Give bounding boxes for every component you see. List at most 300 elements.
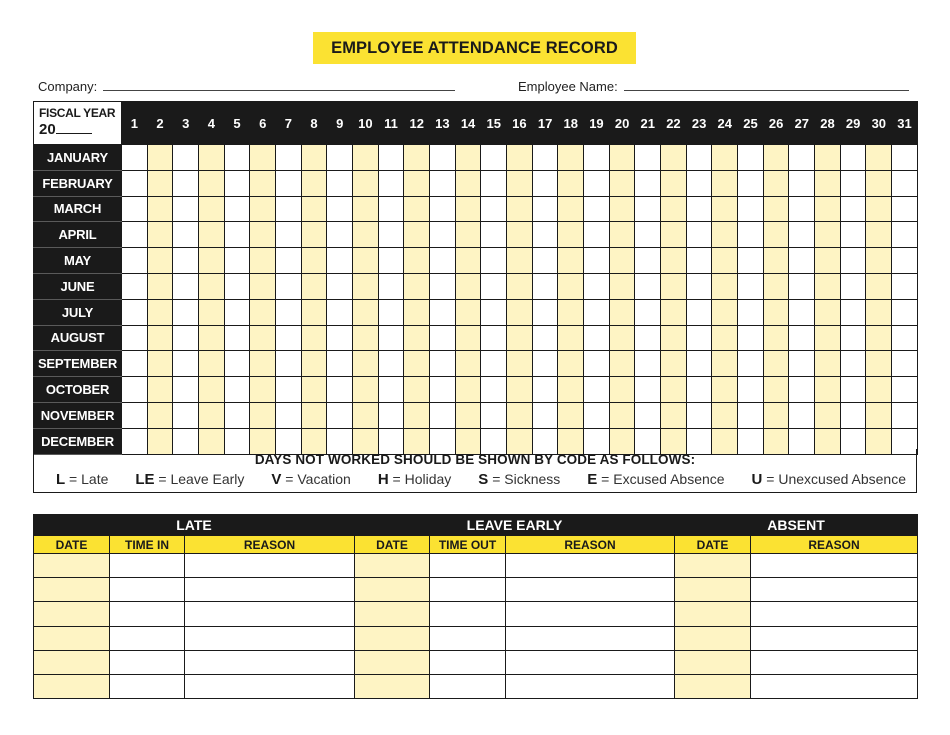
day-cell[interactable]	[866, 248, 892, 274]
day-cell[interactable]	[199, 170, 225, 196]
day-cell[interactable]	[199, 145, 225, 171]
day-cell[interactable]	[301, 299, 327, 325]
day-cell[interactable]	[686, 273, 712, 299]
day-cell[interactable]	[481, 402, 507, 428]
day-cell[interactable]	[815, 402, 841, 428]
fiscal-year-value[interactable]: 20	[39, 120, 121, 138]
day-cell[interactable]	[327, 170, 353, 196]
log-cell[interactable]	[355, 602, 430, 626]
day-cell[interactable]	[712, 402, 738, 428]
day-cell[interactable]	[532, 377, 558, 403]
day-cell[interactable]	[404, 248, 430, 274]
day-cell[interactable]	[404, 377, 430, 403]
day-cell[interactable]	[455, 402, 481, 428]
day-cell[interactable]	[609, 170, 635, 196]
day-cell[interactable]	[122, 377, 148, 403]
day-cell[interactable]	[763, 248, 789, 274]
day-cell[interactable]	[712, 351, 738, 377]
day-cell[interactable]	[892, 377, 918, 403]
day-cell[interactable]	[301, 145, 327, 171]
day-cell[interactable]	[738, 325, 764, 351]
log-cell[interactable]	[675, 554, 751, 578]
day-cell[interactable]	[147, 222, 173, 248]
day-cell[interactable]	[455, 222, 481, 248]
employee-name-input-line[interactable]	[624, 77, 909, 91]
day-cell[interactable]	[224, 196, 250, 222]
day-cell[interactable]	[430, 145, 456, 171]
day-cell[interactable]	[815, 222, 841, 248]
day-cell[interactable]	[122, 299, 148, 325]
day-cell[interactable]	[584, 377, 610, 403]
day-cell[interactable]	[404, 273, 430, 299]
log-cell[interactable]	[430, 578, 506, 602]
log-cell[interactable]	[110, 674, 185, 698]
log-cell[interactable]	[110, 650, 185, 674]
day-cell[interactable]	[815, 351, 841, 377]
day-cell[interactable]	[892, 196, 918, 222]
day-cell[interactable]	[892, 299, 918, 325]
day-cell[interactable]	[173, 299, 199, 325]
day-cell[interactable]	[840, 377, 866, 403]
day-cell[interactable]	[455, 145, 481, 171]
day-cell[interactable]	[199, 402, 225, 428]
day-cell[interactable]	[789, 145, 815, 171]
day-cell[interactable]	[584, 299, 610, 325]
day-cell[interactable]	[558, 248, 584, 274]
day-cell[interactable]	[789, 325, 815, 351]
day-cell[interactable]	[840, 402, 866, 428]
day-cell[interactable]	[866, 299, 892, 325]
day-cell[interactable]	[147, 325, 173, 351]
day-cell[interactable]	[532, 325, 558, 351]
day-cell[interactable]	[815, 170, 841, 196]
day-cell[interactable]	[224, 299, 250, 325]
day-cell[interactable]	[147, 299, 173, 325]
day-cell[interactable]	[789, 248, 815, 274]
day-cell[interactable]	[224, 273, 250, 299]
day-cell[interactable]	[532, 273, 558, 299]
day-cell[interactable]	[404, 299, 430, 325]
day-cell[interactable]	[892, 170, 918, 196]
day-cell[interactable]	[609, 273, 635, 299]
log-cell[interactable]	[506, 626, 675, 650]
day-cell[interactable]	[404, 145, 430, 171]
day-cell[interactable]	[635, 273, 661, 299]
day-cell[interactable]	[558, 196, 584, 222]
day-cell[interactable]	[866, 377, 892, 403]
day-cell[interactable]	[738, 170, 764, 196]
day-cell[interactable]	[763, 377, 789, 403]
log-cell[interactable]	[506, 650, 675, 674]
day-cell[interactable]	[250, 377, 276, 403]
day-cell[interactable]	[353, 351, 379, 377]
day-cell[interactable]	[763, 145, 789, 171]
day-cell[interactable]	[584, 248, 610, 274]
day-cell[interactable]	[558, 299, 584, 325]
day-cell[interactable]	[455, 325, 481, 351]
day-cell[interactable]	[147, 377, 173, 403]
day-cell[interactable]	[712, 299, 738, 325]
day-cell[interactable]	[635, 145, 661, 171]
day-cell[interactable]	[404, 170, 430, 196]
log-cell[interactable]	[34, 626, 110, 650]
day-cell[interactable]	[430, 248, 456, 274]
log-cell[interactable]	[506, 554, 675, 578]
day-cell[interactable]	[250, 402, 276, 428]
day-cell[interactable]	[661, 299, 687, 325]
day-cell[interactable]	[507, 299, 533, 325]
day-cell[interactable]	[686, 325, 712, 351]
day-cell[interactable]	[455, 351, 481, 377]
day-cell[interactable]	[173, 248, 199, 274]
day-cell[interactable]	[353, 222, 379, 248]
day-cell[interactable]	[199, 377, 225, 403]
day-cell[interactable]	[224, 222, 250, 248]
log-cell[interactable]	[751, 650, 918, 674]
day-cell[interactable]	[122, 170, 148, 196]
log-cell[interactable]	[110, 602, 185, 626]
day-cell[interactable]	[609, 377, 635, 403]
day-cell[interactable]	[378, 325, 404, 351]
day-cell[interactable]	[430, 351, 456, 377]
day-cell[interactable]	[327, 222, 353, 248]
log-cell[interactable]	[355, 650, 430, 674]
day-cell[interactable]	[173, 351, 199, 377]
day-cell[interactable]	[712, 325, 738, 351]
day-cell[interactable]	[892, 325, 918, 351]
day-cell[interactable]	[353, 325, 379, 351]
day-cell[interactable]	[789, 299, 815, 325]
day-cell[interactable]	[738, 273, 764, 299]
day-cell[interactable]	[276, 145, 302, 171]
day-cell[interactable]	[815, 145, 841, 171]
log-cell[interactable]	[675, 674, 751, 698]
day-cell[interactable]	[481, 222, 507, 248]
log-cell[interactable]	[751, 554, 918, 578]
day-cell[interactable]	[892, 222, 918, 248]
day-cell[interactable]	[122, 196, 148, 222]
day-cell[interactable]	[224, 325, 250, 351]
day-cell[interactable]	[353, 196, 379, 222]
day-cell[interactable]	[686, 145, 712, 171]
log-cell[interactable]	[675, 602, 751, 626]
day-cell[interactable]	[661, 377, 687, 403]
log-cell[interactable]	[430, 554, 506, 578]
day-cell[interactable]	[840, 145, 866, 171]
day-cell[interactable]	[686, 170, 712, 196]
day-cell[interactable]	[250, 273, 276, 299]
day-cell[interactable]	[763, 299, 789, 325]
day-cell[interactable]	[558, 325, 584, 351]
day-cell[interactable]	[892, 273, 918, 299]
day-cell[interactable]	[276, 351, 302, 377]
day-cell[interactable]	[815, 273, 841, 299]
day-cell[interactable]	[507, 222, 533, 248]
day-cell[interactable]	[866, 170, 892, 196]
day-cell[interactable]	[199, 351, 225, 377]
day-cell[interactable]	[276, 248, 302, 274]
day-cell[interactable]	[866, 145, 892, 171]
log-cell[interactable]	[110, 626, 185, 650]
day-cell[interactable]	[738, 248, 764, 274]
day-cell[interactable]	[866, 351, 892, 377]
day-cell[interactable]	[353, 402, 379, 428]
day-cell[interactable]	[738, 402, 764, 428]
day-cell[interactable]	[712, 222, 738, 248]
day-cell[interactable]	[866, 273, 892, 299]
day-cell[interactable]	[147, 351, 173, 377]
day-cell[interactable]	[789, 273, 815, 299]
day-cell[interactable]	[327, 273, 353, 299]
day-cell[interactable]	[276, 273, 302, 299]
log-cell[interactable]	[34, 602, 110, 626]
day-cell[interactable]	[661, 402, 687, 428]
day-cell[interactable]	[558, 377, 584, 403]
day-cell[interactable]	[635, 196, 661, 222]
log-cell[interactable]	[430, 674, 506, 698]
day-cell[interactable]	[327, 299, 353, 325]
day-cell[interactable]	[584, 402, 610, 428]
day-cell[interactable]	[558, 222, 584, 248]
fiscal-year-cell[interactable]	[34, 102, 122, 145]
day-cell[interactable]	[199, 325, 225, 351]
day-cell[interactable]	[301, 273, 327, 299]
day-cell[interactable]	[250, 248, 276, 274]
day-cell[interactable]	[815, 248, 841, 274]
day-cell[interactable]	[609, 145, 635, 171]
day-cell[interactable]	[635, 299, 661, 325]
day-cell[interactable]	[122, 145, 148, 171]
day-cell[interactable]	[661, 248, 687, 274]
day-cell[interactable]	[173, 170, 199, 196]
log-cell[interactable]	[185, 578, 355, 602]
day-cell[interactable]	[455, 377, 481, 403]
day-cell[interactable]	[558, 273, 584, 299]
day-cell[interactable]	[147, 196, 173, 222]
day-cell[interactable]	[507, 196, 533, 222]
day-cell[interactable]	[738, 145, 764, 171]
day-cell[interactable]	[122, 402, 148, 428]
day-cell[interactable]	[481, 145, 507, 171]
log-cell[interactable]	[185, 602, 355, 626]
day-cell[interactable]	[789, 170, 815, 196]
day-cell[interactable]	[327, 196, 353, 222]
day-cell[interactable]	[250, 145, 276, 171]
log-cell[interactable]	[675, 650, 751, 674]
day-cell[interactable]	[199, 248, 225, 274]
day-cell[interactable]	[661, 170, 687, 196]
day-cell[interactable]	[815, 299, 841, 325]
day-cell[interactable]	[481, 170, 507, 196]
day-cell[interactable]	[455, 299, 481, 325]
day-cell[interactable]	[430, 170, 456, 196]
day-cell[interactable]	[430, 402, 456, 428]
day-cell[interactable]	[635, 248, 661, 274]
day-cell[interactable]	[173, 222, 199, 248]
log-cell[interactable]	[751, 626, 918, 650]
log-cell[interactable]	[430, 602, 506, 626]
day-cell[interactable]	[147, 170, 173, 196]
day-cell[interactable]	[763, 222, 789, 248]
day-cell[interactable]	[840, 170, 866, 196]
day-cell[interactable]	[378, 248, 404, 274]
day-cell[interactable]	[532, 196, 558, 222]
day-cell[interactable]	[712, 170, 738, 196]
day-cell[interactable]	[122, 222, 148, 248]
day-cell[interactable]	[789, 402, 815, 428]
day-cell[interactable]	[712, 145, 738, 171]
day-cell[interactable]	[763, 273, 789, 299]
day-cell[interactable]	[738, 377, 764, 403]
day-cell[interactable]	[532, 351, 558, 377]
day-cell[interactable]	[815, 377, 841, 403]
day-cell[interactable]	[686, 351, 712, 377]
day-cell[interactable]	[609, 222, 635, 248]
day-cell[interactable]	[250, 196, 276, 222]
day-cell[interactable]	[481, 325, 507, 351]
day-cell[interactable]	[635, 325, 661, 351]
day-cell[interactable]	[840, 273, 866, 299]
day-cell[interactable]	[481, 351, 507, 377]
day-cell[interactable]	[507, 248, 533, 274]
day-cell[interactable]	[224, 377, 250, 403]
day-cell[interactable]	[507, 351, 533, 377]
day-cell[interactable]	[892, 402, 918, 428]
day-cell[interactable]	[378, 273, 404, 299]
day-cell[interactable]	[558, 145, 584, 171]
employee-name-field[interactable]	[518, 77, 909, 94]
day-cell[interactable]	[378, 402, 404, 428]
day-cell[interactable]	[404, 402, 430, 428]
log-cell[interactable]	[751, 674, 918, 698]
log-cell[interactable]	[34, 674, 110, 698]
day-cell[interactable]	[327, 351, 353, 377]
log-cell[interactable]	[506, 578, 675, 602]
day-cell[interactable]	[353, 170, 379, 196]
day-cell[interactable]	[147, 248, 173, 274]
day-cell[interactable]	[276, 325, 302, 351]
day-cell[interactable]	[430, 299, 456, 325]
day-cell[interactable]	[378, 145, 404, 171]
log-cell[interactable]	[430, 650, 506, 674]
day-cell[interactable]	[532, 145, 558, 171]
day-cell[interactable]	[815, 196, 841, 222]
day-cell[interactable]	[712, 248, 738, 274]
log-cell[interactable]	[110, 578, 185, 602]
day-cell[interactable]	[789, 222, 815, 248]
day-cell[interactable]	[584, 170, 610, 196]
day-cell[interactable]	[892, 351, 918, 377]
day-cell[interactable]	[661, 145, 687, 171]
day-cell[interactable]	[686, 248, 712, 274]
day-cell[interactable]	[224, 170, 250, 196]
day-cell[interactable]	[301, 222, 327, 248]
day-cell[interactable]	[147, 273, 173, 299]
day-cell[interactable]	[738, 222, 764, 248]
day-cell[interactable]	[507, 170, 533, 196]
day-cell[interactable]	[789, 351, 815, 377]
log-cell[interactable]	[506, 602, 675, 626]
day-cell[interactable]	[661, 351, 687, 377]
day-cell[interactable]	[455, 196, 481, 222]
log-cell[interactable]	[34, 650, 110, 674]
day-cell[interactable]	[763, 402, 789, 428]
day-cell[interactable]	[763, 196, 789, 222]
day-cell[interactable]	[840, 222, 866, 248]
log-cell[interactable]	[751, 578, 918, 602]
day-cell[interactable]	[738, 351, 764, 377]
day-cell[interactable]	[661, 325, 687, 351]
day-cell[interactable]	[327, 377, 353, 403]
day-cell[interactable]	[250, 351, 276, 377]
day-cell[interactable]	[327, 325, 353, 351]
day-cell[interactable]	[301, 377, 327, 403]
day-cell[interactable]	[301, 170, 327, 196]
day-cell[interactable]	[686, 402, 712, 428]
day-cell[interactable]	[609, 325, 635, 351]
day-cell[interactable]	[276, 170, 302, 196]
day-cell[interactable]	[712, 196, 738, 222]
day-cell[interactable]	[353, 299, 379, 325]
day-cell[interactable]	[635, 377, 661, 403]
day-cell[interactable]	[866, 402, 892, 428]
day-cell[interactable]	[353, 145, 379, 171]
day-cell[interactable]	[840, 299, 866, 325]
day-cell[interactable]	[173, 402, 199, 428]
day-cell[interactable]	[584, 273, 610, 299]
day-cell[interactable]	[558, 351, 584, 377]
day-cell[interactable]	[661, 196, 687, 222]
day-cell[interactable]	[686, 377, 712, 403]
day-cell[interactable]	[635, 222, 661, 248]
day-cell[interactable]	[378, 299, 404, 325]
company-input-line[interactable]	[103, 77, 455, 91]
log-cell[interactable]	[430, 626, 506, 650]
day-cell[interactable]	[866, 196, 892, 222]
day-cell[interactable]	[584, 325, 610, 351]
day-cell[interactable]	[507, 377, 533, 403]
day-cell[interactable]	[892, 248, 918, 274]
day-cell[interactable]	[892, 145, 918, 171]
day-cell[interactable]	[763, 170, 789, 196]
day-cell[interactable]	[840, 248, 866, 274]
day-cell[interactable]	[584, 351, 610, 377]
day-cell[interactable]	[404, 325, 430, 351]
day-cell[interactable]	[276, 402, 302, 428]
day-cell[interactable]	[455, 248, 481, 274]
day-cell[interactable]	[609, 299, 635, 325]
company-field[interactable]	[38, 77, 455, 94]
day-cell[interactable]	[276, 377, 302, 403]
day-cell[interactable]	[250, 325, 276, 351]
day-cell[interactable]	[327, 402, 353, 428]
day-cell[interactable]	[173, 196, 199, 222]
day-cell[interactable]	[430, 325, 456, 351]
log-cell[interactable]	[675, 578, 751, 602]
day-cell[interactable]	[840, 196, 866, 222]
day-cell[interactable]	[378, 196, 404, 222]
day-cell[interactable]	[378, 351, 404, 377]
log-cell[interactable]	[751, 602, 918, 626]
day-cell[interactable]	[789, 377, 815, 403]
day-cell[interactable]	[327, 248, 353, 274]
day-cell[interactable]	[507, 325, 533, 351]
day-cell[interactable]	[173, 377, 199, 403]
day-cell[interactable]	[481, 196, 507, 222]
day-cell[interactable]	[147, 145, 173, 171]
day-cell[interactable]	[224, 145, 250, 171]
day-cell[interactable]	[609, 402, 635, 428]
